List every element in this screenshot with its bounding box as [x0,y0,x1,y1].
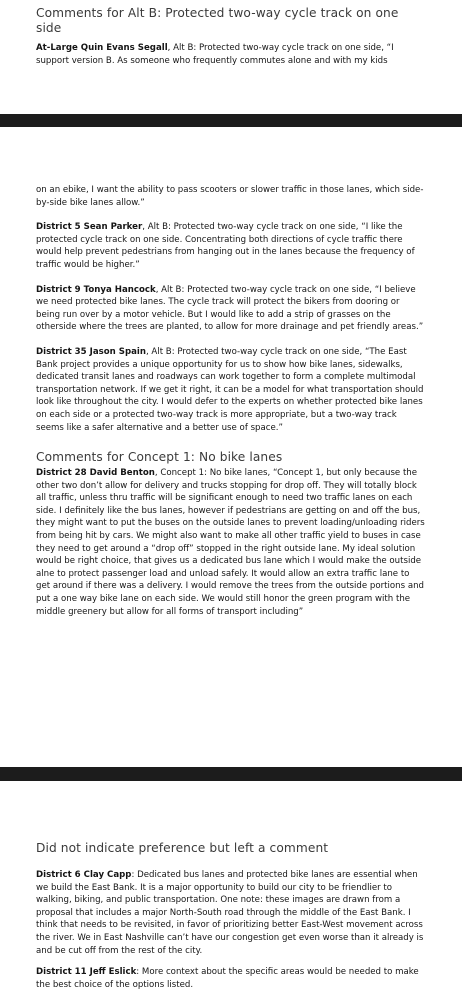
comment-text: , Alt B: Protected two-way cycle track on one side, “I believe we need protected bike lanes. The cycle track will protect the bikers from dooring or being run over by a motor vehicle. But I would like to add a strip of grasses on the otherside where the trees are planted, to allow for more drainage and pet friendly areas.” [36,284,424,333]
comment-text: , Concept 1: No bike lanes, “Concept 1, but only because the other two don’t allow for delivery and trucks stopping for drop off. They will totally block all traffic, unless thru traffic will be significant enough to need two traffic lanes on each side. I definitely like the bus lanes, however if pedestrians are getting on and off the bus, they might want to put the buses on the outside lanes to prevent loading/unloading riders from being hit by cars. We might also want to make all other traffic yield to buses in case they need to get around a “drop off” stopped in the right outside lane. My ideal solution would be right choice, that gives us a dedicated bus lane which I would make the outside alne to protect passenger load and unload safely. It would allow an extra traffic lane to get around if there was a delivery. I would remove the trees from the outside portions and put a one way bike lane on each side. We would still honor the green program with the middle greenery but allow for all forms of transport including” [36,468,425,617]
comment-district-6 [36,869,426,957]
comment-district-35 [36,346,426,434]
comment-at-large-cont: on an ebike, I want the ability to pass scooters or slower traffic in those lanes, which side-by-side bike lanes allow.” [36,185,424,208]
page-divider-2 [0,767,462,781]
comment-text: , Alt B: Protected two-way cycle track on one side, “The East Bank project provides a unique opportunity for us to show how bike lanes, sidewalks, dedicated transit lanes and roadways can work together to form a complete multimodal transportation network. If we get it right, it can be a model for what transportation should look like throughout the city. I would defer to the experts on whether protected bike lanes on each side or a protected two-way track is more appropriate, but a two-way track seems like a safer alternative and a better use of space.” [36,346,424,433]
comment-district-9 [36,284,426,334]
commenter-name: District 6 Clay Capp [36,870,132,880]
page-2 [0,127,462,767]
commenter-name: District 5 Sean Parker [36,222,143,233]
commenter-name: At-Large Quin Evans Segall [36,43,168,53]
comment-district-5 [36,221,426,271]
section-heading-no-preference: Did not indicate preference but left a comment [36,841,329,855]
comment-text: , Alt B: Protected two-way cycle track on one side, “I like the protected cycle track on one side. Concentrating both directions of cycle traffic there would help prevent pedestrians from hanging out in the lanes because the frequency of traffic would be higher.” [36,222,415,270]
commenter-name: District 35 Jason Spain [36,346,146,357]
comment-district-28 [36,467,426,618]
page-fragment-1 [0,0,462,114]
section-heading-concept-1: Comments for Concept 1: No bike lanes [36,450,283,465]
comment-at-large-start [36,42,426,67]
comment-district-11 [36,966,426,991]
comment-text: , Alt B: Protected two-way cycle track on one side, “I support version B. As someone who frequently commutes alone and with my kids [36,43,394,66]
commenter-name: District 9 Tonya Hancock [36,284,156,295]
commenter-name: District 11 Jeff Eslick [36,967,137,978]
comment-text: : Dedicated bus lanes and protected bike lanes are essential when we build the East Bank. It is a major opportunity to build our city to be friendlier to walking, biking, and public transportation. One note: these images are drawn from a proposal that includes a major North-South road through the middle of the East Bank. I think that needs to be revisited, in favor of prioritizing better East-West movement across the river. We in East Nashville can’t have our congestion get even worse than it already is and be cut off from the rest of the city. [36,870,424,956]
section-heading-alt-b: Comments for Alt B: Protected two-way cycle track on one side [36,6,399,35]
commenter-name: District 28 David Benton [36,468,155,479]
page-divider-1 [0,114,462,127]
page-3 [0,781,462,1000]
comment-text: : More context about the specific areas would be needed to make the best choice of the options listed. [36,967,419,990]
